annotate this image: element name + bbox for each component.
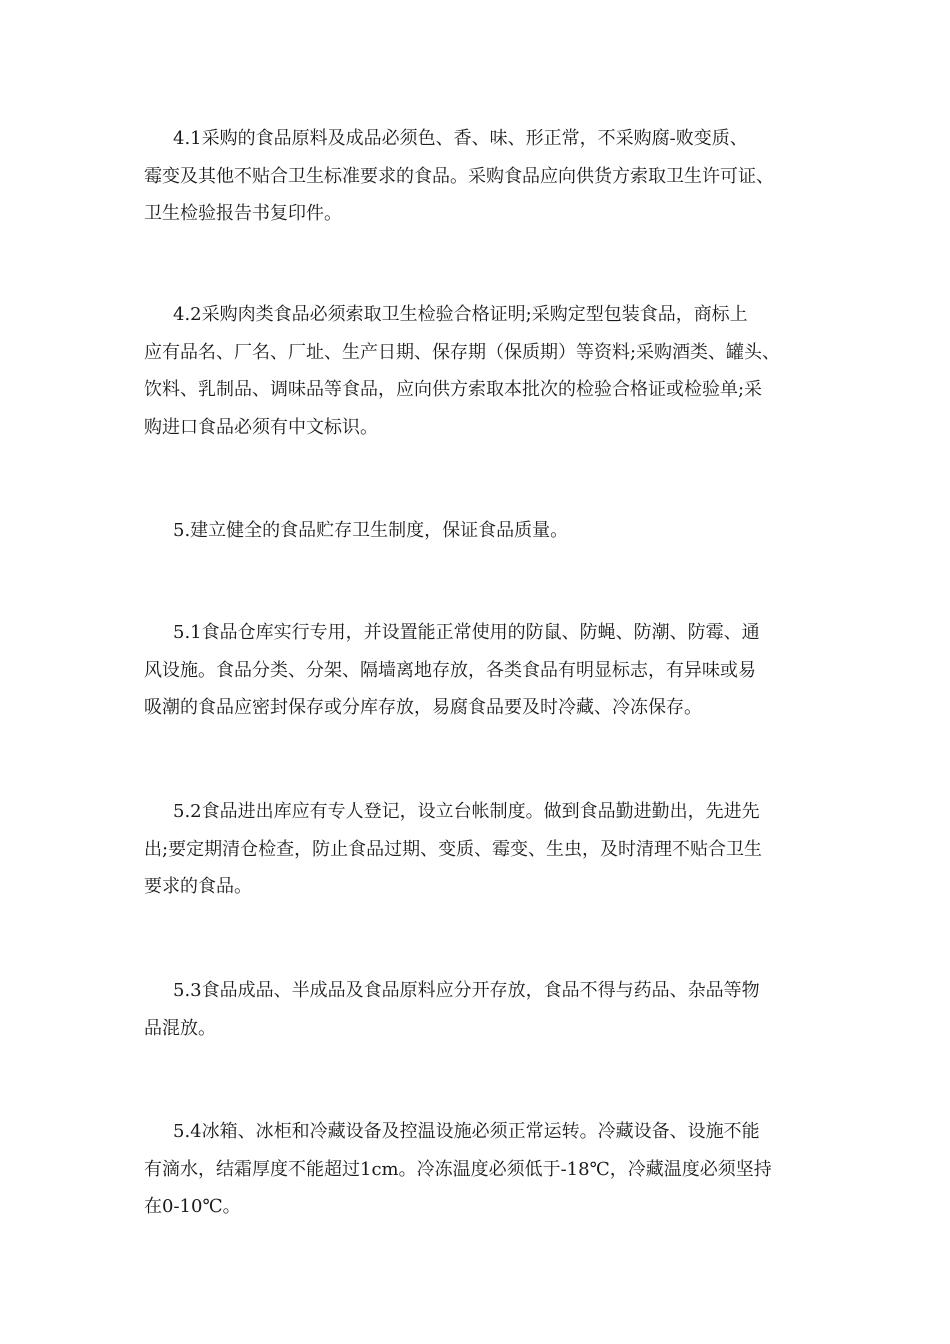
paragraph-5 bbox=[144, 512, 809, 550]
text-line: 要求的食品。 bbox=[144, 876, 252, 897]
paragraph-4-2 bbox=[144, 296, 809, 446]
paragraph-5-4 bbox=[144, 1113, 809, 1226]
text-line: 购进口食品必须有中文标识。 bbox=[144, 416, 378, 438]
text-line: 应有品名、厂名、厂址、生产日期、保存期（保质期）等资料;采购酒类、罐头、 bbox=[144, 341, 781, 363]
text-line: 5.1食品仓库实行专用，并设置能正常使用的防鼠、防蝇、防潮、防霉、通 bbox=[173, 622, 760, 643]
text-line: 5.2食品进出库应有专人登记，设立台帐制度。做到食品勤进勤出，先进先 bbox=[173, 801, 760, 822]
text-line: 在0-10℃。 bbox=[144, 1196, 241, 1217]
text-line: 5.3食品成品、半成品及食品原料应分开存放，食品不得与药品、杂品等物 bbox=[173, 980, 760, 1001]
paragraph-4-1 bbox=[144, 120, 809, 233]
paragraph-5-2 bbox=[144, 793, 809, 906]
paragraph-5-3 bbox=[144, 972, 809, 1047]
paragraph-5-1 bbox=[144, 614, 809, 727]
text-line: 风设施。食品分类、分架、隔墙离地存放，各类食品有明显标志，有异味或易 bbox=[144, 659, 756, 681]
text-line: 4.2采购肉类食品必须索取卫生检验合格证明;采购定型包装食品，商标上 bbox=[173, 304, 748, 325]
text-line: 出;要定期清仓检查，防止食品过期、变质、霉变、生虫，及时清理不贴合卫生 bbox=[144, 838, 763, 860]
text-line: 5.建立健全的食品贮存卫生制度，保证食品质量。 bbox=[173, 520, 569, 541]
text-line: 5.4冰箱、冰柜和冷藏设备及控温设施必须正常运转。冷藏设备、设施不能 bbox=[173, 1121, 760, 1142]
text-line: 霉变及其他不贴合卫生标准要求的食品。采购食品应向供货方索取卫生许可证、 bbox=[144, 165, 774, 187]
text-line: 4.1采购的食品原料及成品必须色、香、味、形正常，不采购腐-败变质、 bbox=[173, 128, 748, 149]
text-line: 品混放。 bbox=[144, 1017, 216, 1039]
text-line: 有滴水，结霜厚度不能超过1cm。冷冻温度必须低于-18℃，冷藏温度必须坚持 bbox=[144, 1158, 772, 1180]
text-line: 吸潮的食品应密封保存或分库存放，易腐食品要及时冷藏、冷冻保存。 bbox=[144, 697, 702, 718]
text-line: 饮料、乳制品、调味品等食品，应向供方索取本批次的检验合格证或检验单;采 bbox=[144, 379, 763, 400]
text-line: 卫生检验报告书复印件。 bbox=[144, 203, 342, 224]
